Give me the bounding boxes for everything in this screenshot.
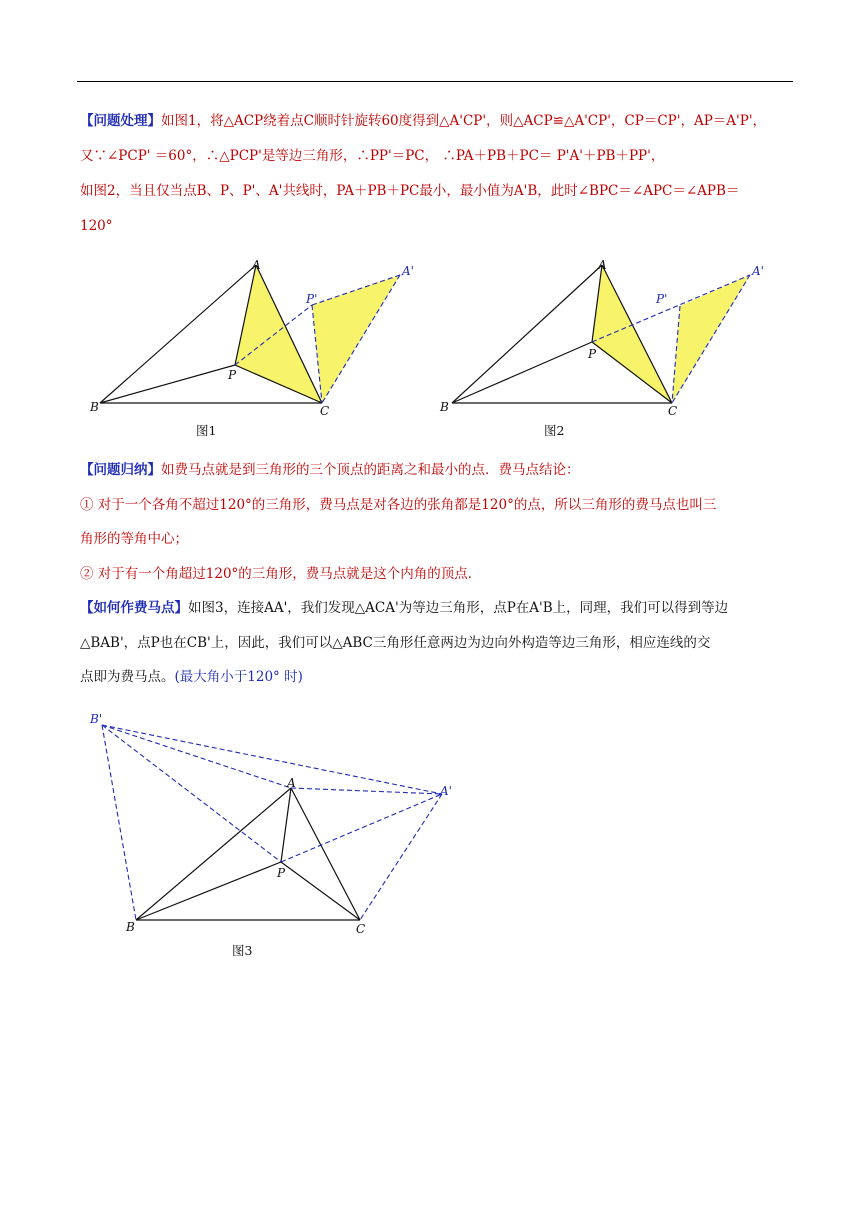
fig3-label-a-prime: A' [440,784,452,798]
figure-1 [80,255,420,445]
fig1-label-c: C [320,404,330,418]
construct-line-3 [80,667,303,687]
processing-line-1 [80,111,766,131]
processing-line-4: 120° [80,218,113,234]
fig3-side-ab [136,788,291,920]
fig1-seg-bp [100,365,235,403]
summary-item-1-text: 对于一个各角不超过120°的三角形，费马点是对各边的张角都是120°的点，所以三角形的费马点也叫三 [93,497,717,513]
fig1-side-ab [100,265,256,403]
processing-line-2: 又∵∠PCP' ＝60°，∴△PCP'是等边三角形，∴PP'＝PC， ∴PA＋PB＋PC＝ P'A'＋PB＋PP'， [80,148,665,164]
fig2-label-p-prime: P' [656,292,668,306]
construct-text-3: 点即为费马点。 [80,669,175,685]
fig3-seg-pa [281,788,291,862]
fig2-yellow-triangle-apc [592,265,672,403]
fig2-label-a: A [598,258,607,272]
summary-item-1-cont: 角形的等角中心； [80,531,188,547]
processing-text-1: 如图1，将△ACP绕着点C顺时针旋转60度得到△A'CP'，则△ACP≌△A'CP'，CP＝CP'，AP＝A'P'， [161,113,767,129]
fig2-label-a-prime: A' [752,264,764,278]
fig1-label-a-prime: A' [402,264,414,278]
summary-intro: 如费马点就是到三角形的三个顶点的距离之和最小的点．费马点结论： [161,462,580,478]
summary-item-1 [80,495,716,515]
construct-text-1: 如图3，连接AA'，我们发现△ACA'为等边三角形，点P在A'B上，同理，我们可以得到等边 [188,600,729,616]
processing-line-3: 如图2，当且仅当点B、P、P'、A'共线时，PA＋PB＋PC最小，最小值为A'B，此时∠BPC＝∠APC＝∠APB＝ [80,183,740,199]
fig3-side-ac [291,788,360,920]
fig3-seg-b1b [102,725,136,920]
fig3-seg-b1a1 [102,725,442,794]
construct-line-1 [80,598,728,618]
fig3-label-p: P [277,866,286,880]
header-rule [77,81,793,82]
summary-item-2-text: 对于有一个角超过120°的三角形，费马点就是这个内角的顶点． [93,566,482,582]
construct-tag: 【如何作费马点】 [80,600,188,616]
fig1-yellow-triangle-a1p1c [312,275,400,403]
fig3-label-b: B [126,920,135,934]
fig3-seg-pc [281,862,360,920]
fig3-seg-a1c [360,794,442,920]
fig3-seg-bp [136,862,281,920]
processing-tag: 【问题处理】 [80,113,161,129]
figure-2 [432,255,772,445]
fig3-label-b-prime: B' [90,712,103,726]
fig3-seg-b1a [102,725,291,788]
fig3-caption: 图3 [232,943,253,958]
summary-tag: 【问题归纳】 [80,462,161,478]
fig3-label-a: A [287,776,296,790]
figure-3 [80,705,480,965]
construct-note: (最大角小于120° 时) [174,669,303,685]
summary-item-2-number: ② [80,566,94,582]
fig3-seg-b1p [102,725,281,862]
fig3-seg-pa1 [281,794,442,862]
summary-item-2 [80,564,481,584]
fig2-label-c: C [668,404,678,418]
fig1-caption: 图1 [196,423,217,438]
construct-line-2: △BAB'，点P也在CB'上，因此，我们可以△ABC三角形任意两边为边向外构造等边三角形，相应连线的交 [80,635,711,651]
fig1-label-b: B [90,400,99,414]
fig2-seg-bp [452,342,592,403]
fig1-label-a: A [252,258,261,272]
fig3-label-c: C [356,922,366,936]
fig2-side-ab [452,265,602,403]
summary-line-1 [80,460,580,480]
fig1-label-p-prime: P' [306,292,318,306]
fig2-caption: 图2 [544,423,565,438]
fig2-label-p: P [588,347,597,361]
fig2-label-b: B [440,400,449,414]
summary-item-1-number: ① [80,497,94,513]
fig1-yellow-triangle-apc [235,265,322,403]
fig1-label-p: P [228,368,237,382]
